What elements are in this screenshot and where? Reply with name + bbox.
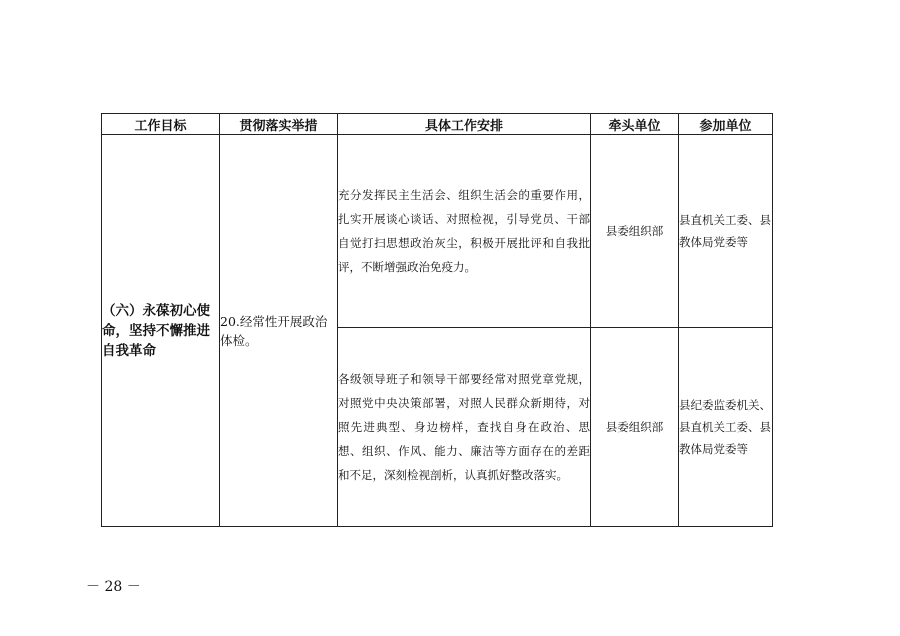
lead-unit-cell: 县委组织部 <box>591 135 679 328</box>
participating-units-cell: 县纪委监委机关、县直机关工委、县教体局党委等 <box>679 328 773 527</box>
header-lead-unit: 牵头单位 <box>591 114 679 135</box>
measure-cell: 20.经常性开展政治体检。 <box>220 135 338 527</box>
arrangement-cell: 各级领导班子和领导干部要经常对照党章党规，对照党中央决策部署，对照人民群众新期待，对照先进典型、身边榜样，查找自身在政治、思想、组织、作风、能力、廉洁等方面存在的差距和不足，深刻检视剖析，认真抓好整改落实。 <box>338 328 591 527</box>
arrangement-cell: 充分发挥民主生活会、组织生活会的重要作用，扎实开展谈心谈话、对照检视，引导党员、干部自觉打扫思想政治灰尘，积极开展批评和自我批评，不断增强政治免疫力。 <box>338 135 591 328</box>
header-row <box>102 114 773 135</box>
table-row <box>102 135 773 328</box>
work-goal-cell: （六）永葆初心使命，坚持不懈推进自我革命 <box>102 135 220 527</box>
header-participating-units: 参加单位 <box>679 114 773 135</box>
header-work-goal: 工作目标 <box>102 114 220 135</box>
page-number: － 28 － <box>86 579 141 595</box>
header-measures: 贯彻落实举措 <box>220 114 338 135</box>
lead-unit-cell: 县委组织部 <box>591 328 679 527</box>
participating-units-cell: 县直机关工委、县教体局党委等 <box>679 135 773 328</box>
header-arrangement: 具体工作安排 <box>338 114 591 135</box>
work-plan-table <box>101 113 773 527</box>
